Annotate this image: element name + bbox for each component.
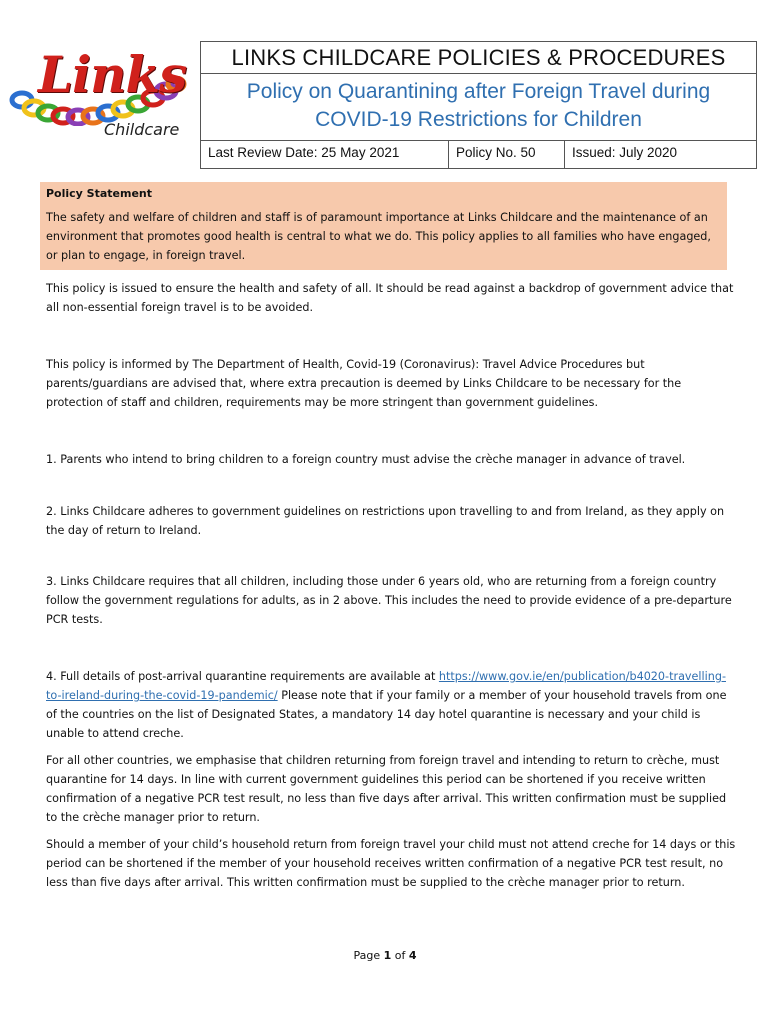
logo-subtitle: Childcare — [104, 120, 180, 139]
gov-ie-travel-link[interactable]: https://www.gov.ie/en/publication/b4020-travelling-to-ireland-during-the-covid-19-pandemic/ — [46, 670, 726, 702]
policy-header-table — [200, 41, 757, 169]
policy-statement-heading: Policy Statement — [46, 187, 153, 200]
list-item-4-intro: 4. Full details of post-arrival quarantine requirements are available at — [46, 670, 439, 683]
logo-wordmark: Links — [38, 45, 187, 104]
page-footer — [0, 949, 770, 962]
list-item-4 — [46, 667, 736, 743]
paragraph-purpose: This policy is issued to ensure the health and safety of all. It should be read against a backdrop of government advice that all non-essential foreign travel is to be avoided. — [46, 282, 734, 314]
list-item-3: 3. Links Childcare requires that all children, including those under 6 years old, who are returning from a foreign country follow the government regulations for adults, as in 2 above. This includes the need to provide evidence of a pre-departure PCR tests. — [46, 575, 732, 626]
list-item-4-note: Please note that if your family or a member of your household travels from one of the countries on the list of Designated States, a mandatory 14 day hotel quarantine is necessary and your child is unable to attend creche. — [46, 689, 727, 740]
policy-statement-text: The safety and welfare of children and staff is of paramount importance at Links Childcare and the maintenance of an environment that promotes good health is central to what we do. This policy applies to all families who have engaged, or plan to engage, in foreign travel. — [46, 211, 711, 262]
header-subtitle: Policy on Quarantining after Foreign Travel during COVID-19 Restrictions for Children — [201, 74, 756, 141]
paragraph-informed-by: This policy is informed by The Department of Health, Covid-19 (Coronavirus): Travel Advice Procedures but parents/guardians are advised that, where extra precaution is deemed by Links Childcare to be necessary for the protection of staff and children, requirements may be more stringent than government guidelines. — [46, 358, 682, 409]
of-label: of — [394, 949, 406, 962]
list-item-1: 1. Parents who intend to bring children to a foreign country must advise the crèche manager in advance of travel. — [46, 453, 686, 466]
page-label: Page — [353, 949, 381, 962]
policy-number: Policy No. 50 — [449, 141, 565, 168]
list-item-2: 2. Links Childcare adheres to government guidelines on restrictions upon travelling to and from Ireland, as they apply on the day of return to Ireland. — [46, 505, 725, 537]
header-title: LINKS CHILDCARE POLICIES & PROCEDURES — [201, 42, 756, 74]
policy-statement-box — [40, 182, 727, 270]
issued-date: Issued: July 2020 — [572, 145, 678, 160]
review-date: Last Review Date: 25 May 2021 — [201, 141, 449, 168]
links-childcare-logo — [8, 45, 196, 146]
header-meta-row — [201, 141, 756, 168]
current-page: 1 — [383, 949, 392, 962]
total-pages: 4 — [408, 949, 417, 962]
paragraph-other-countries: For all other countries, we emphasise that children returning from foreign travel and intending to return to crèche, must quarantine for 14 days. In line with current government guidelines this period can be shortened if you receive written confirmation of a negative PCR test result, no less than five days after arrival. This written confirmation must be supplied to the crèche manager prior to return. — [46, 754, 727, 824]
paragraph-household: Should a member of your child’s household return from foreign travel your child must not attend creche for 14 days or this period can be shortened if the member of your household receives written confirmation of a negative PCR test result, no less than five days after arrival. This written confirmation must be supplied to the crèche manager prior to return. — [46, 838, 736, 889]
